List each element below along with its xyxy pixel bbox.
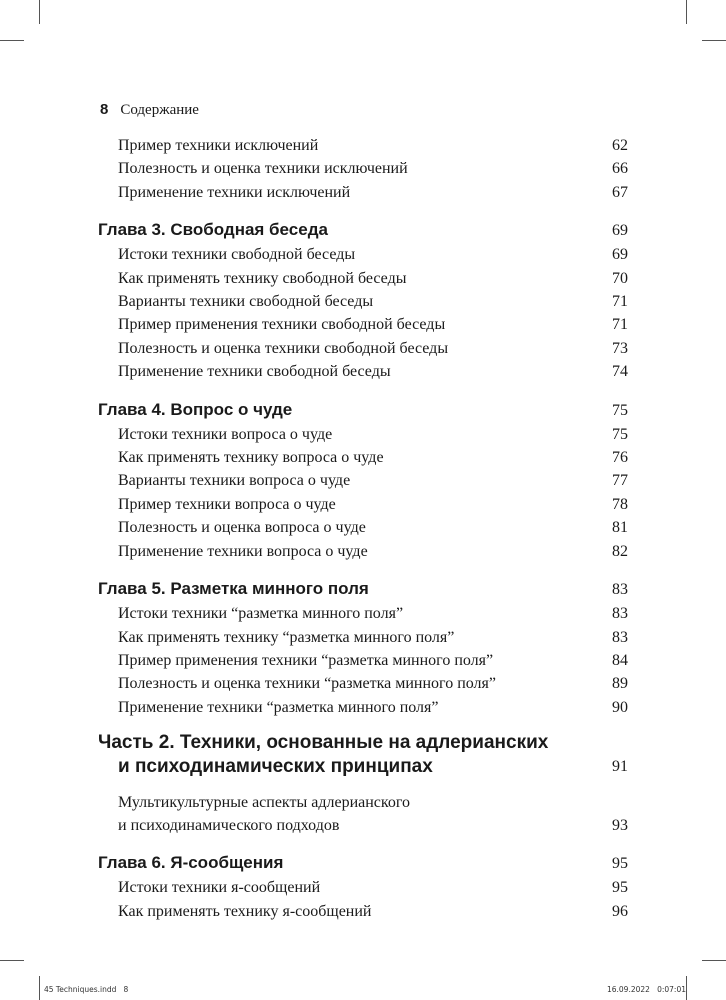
toc-entry: Истоки техники вопроса о чуде 75 <box>118 425 628 443</box>
crop-mark-top-right <box>686 0 687 24</box>
crop-mark-right-top <box>702 40 726 41</box>
running-title: Содержание <box>120 102 199 118</box>
crop-mark-left-top <box>0 40 24 41</box>
toc-entry: Как применять технику я-сообщений 96 <box>118 902 628 920</box>
crop-mark-right-bottom <box>702 960 726 961</box>
slug-time: 0:07:01 <box>657 985 686 994</box>
toc-entry: Применение техники “разметка минного поля” 90 <box>118 698 628 716</box>
toc-entry: Применение техники свободной беседы 74 <box>118 363 628 381</box>
toc-entry: Варианты техники вопроса о чуде 77 <box>118 472 628 490</box>
toc-entry: Полезность и оценка техники исключений 66 <box>118 160 628 178</box>
chapter-heading: Глава 6. Я-сообщения 95 <box>98 853 628 873</box>
toc-entry: Истоки техники я-сообщений 95 <box>118 879 628 897</box>
toc-entry: Пример применения техники “разметка минного поля” 84 <box>118 651 628 669</box>
toc-entry: Мультикультурные аспекты адлерианского и психодинамического подходов 93 <box>118 794 628 835</box>
toc-entry: Полезность и оценка вопроса о чуде 81 <box>118 519 628 537</box>
toc-entry: Применение техники вопроса о чуде 82 <box>118 542 628 560</box>
page-number: 8 <box>100 101 109 118</box>
toc-entry: Как применять технику свободной беседы 70 <box>118 269 628 287</box>
toc-entry: Полезность и оценка техники свободной беседы 73 <box>118 339 628 357</box>
chapter-heading: Глава 3. Свободная беседа 69 <box>98 220 628 240</box>
chapter-heading: Глава 4. Вопрос о чуде 75 <box>98 399 628 419</box>
toc-entry: Как применять технику “разметка минного поля” 83 <box>118 628 628 646</box>
crop-mark-bottom-right <box>686 976 687 1000</box>
slug-date: 16.09.2022 <box>606 985 650 994</box>
toc-entry: Пример техники исключений 62 <box>118 137 628 154</box>
slug-file: 45 Techniques.indd <box>44 985 117 994</box>
crop-mark-left-bottom <box>0 960 24 961</box>
toc-entry: Истоки техники свободной беседы 69 <box>118 246 628 264</box>
crop-mark-bottom-left <box>39 976 40 1000</box>
chapter-heading: Глава 5. Разметка минного поля 83 <box>98 579 628 599</box>
running-header <box>100 101 199 121</box>
toc-entry: Пример применения техники свободной беседы 71 <box>118 316 628 334</box>
toc-entry: Как применять технику вопроса о чуде 76 <box>118 449 628 467</box>
crop-mark-top-left <box>39 0 40 24</box>
part-heading: Часть 2. Техники, основанные на адлерианских и психодинамических принципах 91 <box>98 732 628 778</box>
slug-page: 8 <box>123 985 129 994</box>
toc-entry: Пример техники вопроса о чуде 78 <box>118 495 628 513</box>
toc-entry: Варианты техники свободной беседы 71 <box>118 293 628 311</box>
table-of-contents <box>98 134 628 923</box>
toc-entry: Истоки техники “разметка минного поля” 83 <box>118 605 628 623</box>
toc-entry: Применение техники исключений 67 <box>118 183 628 201</box>
toc-entry: Полезность и оценка техники “разметка минного поля” 89 <box>118 675 628 693</box>
